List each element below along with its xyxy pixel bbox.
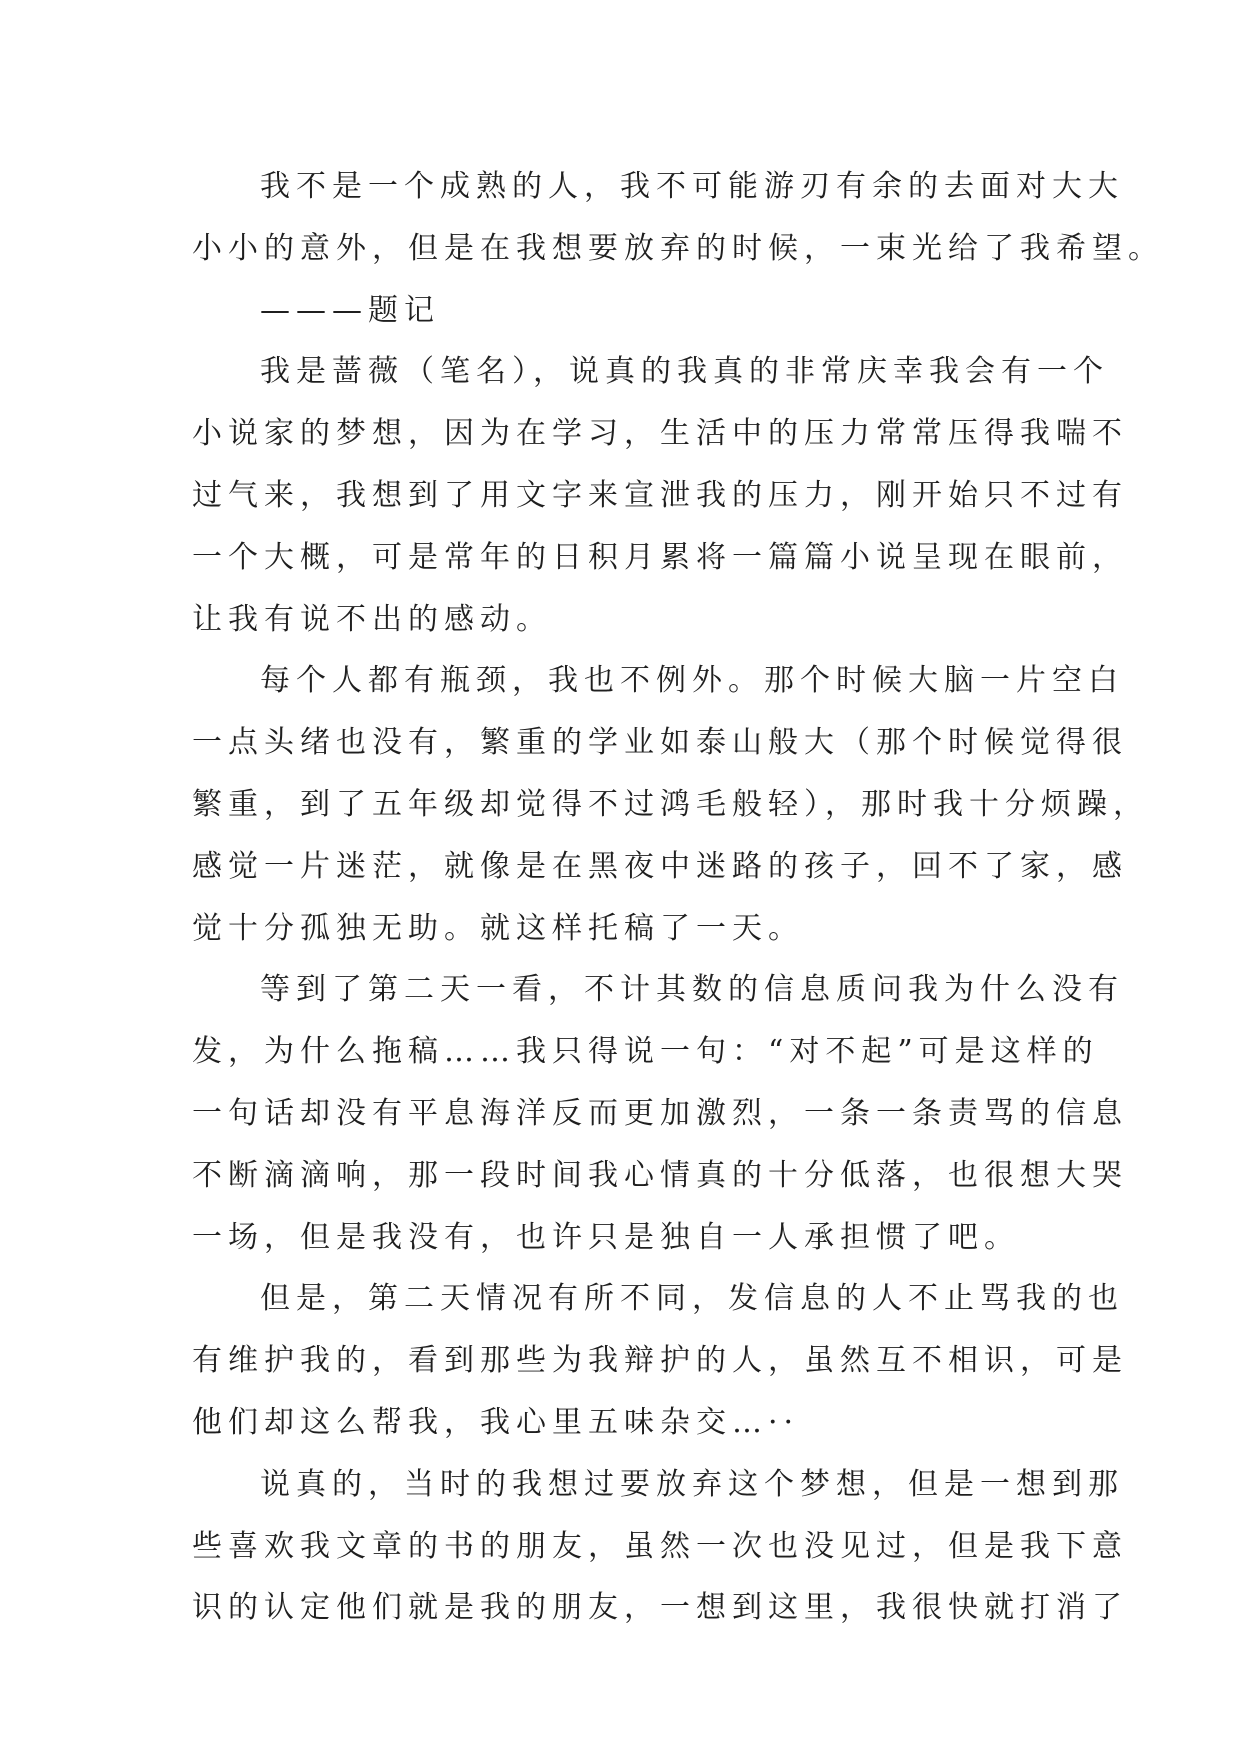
text-line: 等到了第二天一看，不计其数的信息质问我为什么没有 bbox=[260, 972, 1124, 1008]
text-line: 感觉一片迷茫，就像是在黑夜中迷路的孩子，回不了家，感 bbox=[192, 848, 1128, 884]
text-line: 让我有说不出的感动。 bbox=[192, 601, 552, 637]
text-line: 发，为什么拖稿……我只得说一句：“对不起”可是这样的 bbox=[192, 1034, 1099, 1070]
text-line: 识的认定他们就是我的朋友，一想到这里，我很快就打消了 bbox=[192, 1590, 1128, 1626]
text-line: 一句话却没有平息海洋反而更加激烈，一条一条责骂的信息 bbox=[192, 1095, 1128, 1131]
text-line: 些喜欢我文章的书的朋友，虽然一次也没见过，但是我下意 bbox=[192, 1528, 1128, 1564]
epigraph-attribution: ———题记 bbox=[260, 292, 440, 328]
document-body bbox=[192, 156, 1164, 1639]
text-line: 说真的，当时的我想过要放弃这个梦想，但是一想到那 bbox=[260, 1466, 1124, 1502]
text-line: 他们却这么帮我，我心里五味杂交…·· bbox=[192, 1404, 800, 1440]
text-line: 每个人都有瓶颈，我也不例外。那个时候大脑一片空白 bbox=[260, 663, 1124, 699]
text-line: 不断滴滴响，那一段时间我心情真的十分低落，也很想大哭 bbox=[192, 1157, 1128, 1193]
text-line: 觉十分孤独无助。就这样托稿了一天。 bbox=[192, 910, 804, 946]
text-line: 我是蔷薇（笔名），说真的我真的非常庆幸我会有一个 bbox=[260, 354, 1109, 390]
text-line: 过气来，我想到了用文字来宣泄我的压力，刚开始只不过有 bbox=[192, 477, 1128, 513]
text-line: 一场，但是我没有，也许只是独自一人承担惯了吧。 bbox=[192, 1219, 1020, 1255]
text-line: 一个大概，可是常年的日积月累将一篇篇小说呈现在眼前， bbox=[192, 539, 1128, 575]
text-line: 有维护我的，看到那些为我辩护的人，虽然互不相识，可是 bbox=[192, 1343, 1128, 1379]
text-line: 小小的意外，但是在我想要放弃的时候，一束光给了我希望。 bbox=[192, 230, 1164, 266]
text-line: 我不是一个成熟的人，我不可能游刃有余的去面对大大 bbox=[260, 169, 1124, 204]
text-line: 繁重，到了五年级却觉得不过鸿毛般轻），那时我十分烦躁， bbox=[192, 786, 1149, 822]
text-line: 一点头绪也没有，繁重的学业如泰山般大（那个时候觉得很 bbox=[192, 725, 1128, 761]
text-line: 小说家的梦想，因为在学习，生活中的压力常常压得我喘不 bbox=[192, 416, 1128, 452]
text-line: 但是，第二天情况有所不同，发信息的人不止骂我的也 bbox=[260, 1281, 1124, 1317]
